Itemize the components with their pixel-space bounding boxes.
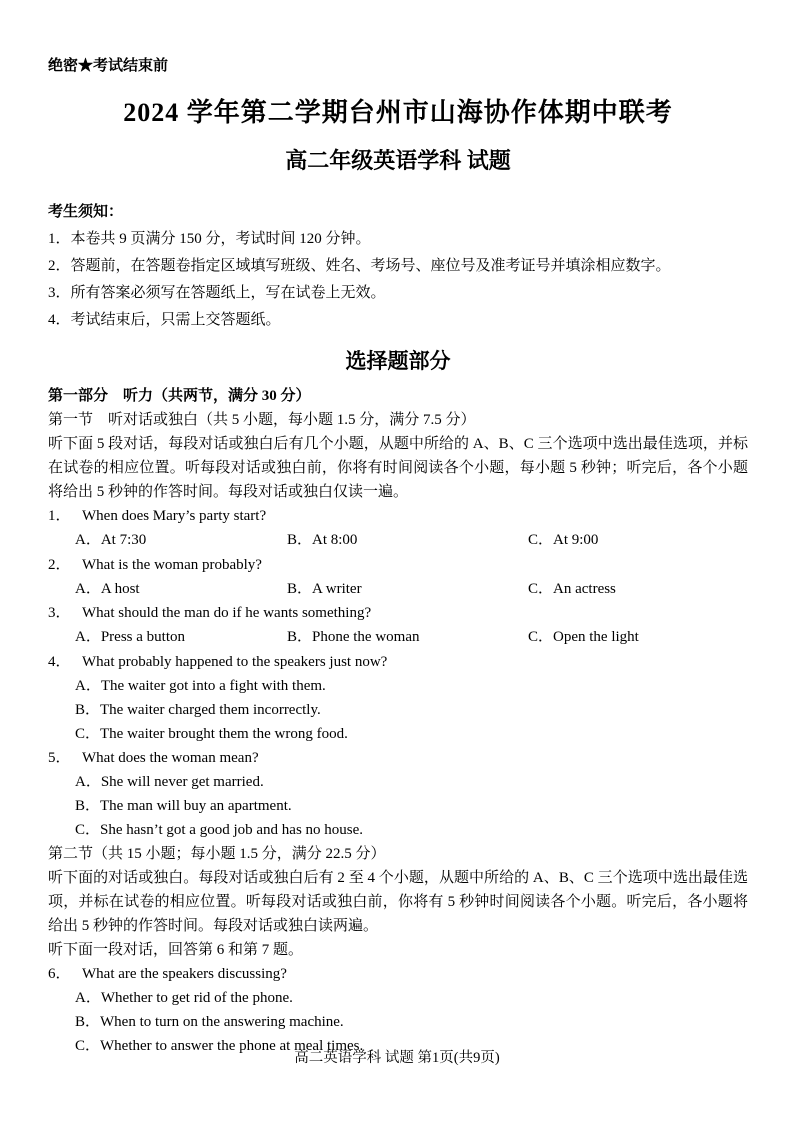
question-4 bbox=[48, 650, 748, 674]
question-text: What probably happened to the speakers just now? bbox=[82, 653, 388, 670]
option-b: B．Phone the woman bbox=[287, 629, 420, 645]
exam-title: 2024 学年第二学期台州市山海协作体期中联考 bbox=[123, 98, 673, 127]
choice-section-title: 选择题部分 bbox=[345, 349, 451, 373]
question-2 bbox=[48, 553, 748, 577]
option-b: B．The man will buy an apartment. bbox=[75, 797, 292, 814]
question-number: 2． bbox=[48, 556, 71, 573]
question-5 bbox=[48, 746, 748, 770]
notice-item-2: 2．答题前，在答题卷指定区域填写班级、姓名、考场号、座位号及准考证号并填涂相应数字。 bbox=[48, 258, 671, 274]
notice-item-1: 1．本卷共 9 页满分 150 分，考试时间 120 分钟。 bbox=[48, 231, 371, 247]
question-number: 1． bbox=[48, 508, 71, 524]
option-a: A．Press a button bbox=[75, 629, 185, 645]
question-3 bbox=[48, 601, 748, 625]
option-b: B．When to turn on the answering machine. bbox=[75, 1013, 344, 1030]
section2-dialogue-intro: 听下面一段对话，回答第 6 和第 7 题。 bbox=[48, 941, 304, 958]
question-1-options bbox=[75, 528, 748, 553]
question-number: 3． bbox=[48, 605, 71, 621]
question-text: What should the man do if he wants something? bbox=[82, 605, 372, 621]
option-c: C．At 9:00 bbox=[528, 532, 599, 548]
option-c: C．Open the light bbox=[528, 629, 639, 645]
option-b: B．A writer bbox=[287, 580, 362, 597]
section2-instructions: 听下面的对话或独白。每段对话或独白后有 2 至 4 个小题，从题中所给的 A、B、C 三个选项中选出最佳选项，并标在试卷的相应位置。听每段对话或独白前，你将有 5 秒钟时间阅读各个小题。听完后，各小题将给出 5 秒钟的作答时间。每段对话或独白读两遍。 bbox=[48, 869, 748, 934]
option-c: C．The waiter brought them the wrong food. bbox=[75, 725, 348, 742]
question-2-options bbox=[75, 577, 748, 602]
question-text: What does the woman mean? bbox=[82, 749, 259, 766]
option-a: A．She will never get married. bbox=[75, 773, 264, 790]
option-c: C．Whether to answer the phone at meal times. bbox=[75, 1037, 364, 1054]
option-b: B．At 8:00 bbox=[287, 532, 358, 548]
question-text: What are the speakers discussing? bbox=[82, 965, 287, 982]
question-1 bbox=[48, 504, 748, 528]
section1-instructions: 听下面 5 段对话，每段对话或独白后有几个小题，从题中所给的 A、B、C 三个选项中选出最佳选项，并标在试卷的相应位置。听每段对话或独白前，你将有时间阅读各个小题，每小题 5 秒钟；听完后，各个小题将给出 5 秒钟的作答时间。每段对话或独白仅读一遍。 bbox=[48, 436, 748, 500]
option-b: B．The waiter charged them incorrectly. bbox=[75, 701, 321, 718]
option-a: A．At 7:30 bbox=[75, 532, 147, 548]
notice-heading: 考生须知： bbox=[48, 204, 124, 220]
question-number: 5． bbox=[48, 749, 71, 766]
option-a: A．The waiter got into a fight with them. bbox=[75, 677, 326, 694]
question-text: When does Mary’s party start? bbox=[82, 508, 267, 524]
exam-subtitle: 高二年级英语学科 试题 bbox=[285, 148, 511, 173]
notice-item-3: 3．所有答案必须写在答题纸上，写在试卷上无效。 bbox=[48, 285, 386, 301]
question-number: 4． bbox=[48, 653, 71, 670]
section1-heading: 第一节 听对话或独白（共 5 小题，每小题 1.5 分，满分 7.5 分） bbox=[48, 412, 476, 428]
question-number: 6． bbox=[48, 965, 71, 982]
section2-heading: 第二节（共 15 小题；每小题 1.5 分，满分 22.5 分） bbox=[48, 845, 386, 862]
page-footer: 高二英语学科 试题 第1页(共9页) bbox=[294, 1050, 500, 1066]
question-text: What is the woman probably? bbox=[82, 556, 262, 573]
candidate-notice bbox=[48, 199, 748, 334]
option-c: C．She hasn’t got a good job and has no house. bbox=[75, 821, 364, 838]
classification-label: 绝密★考试结束前 bbox=[48, 58, 169, 74]
option-c: C．An actress bbox=[528, 580, 616, 597]
option-a: A．Whether to get rid of the phone. bbox=[75, 989, 293, 1006]
question-3-options bbox=[75, 625, 748, 650]
notice-item-4: 4．考试结束后，只需上交答题纸。 bbox=[48, 312, 281, 328]
part1-heading: 第一部分 听力（共两节，满分 30 分） bbox=[48, 388, 311, 404]
question-6 bbox=[48, 962, 748, 986]
option-a: A．A host bbox=[75, 580, 140, 597]
